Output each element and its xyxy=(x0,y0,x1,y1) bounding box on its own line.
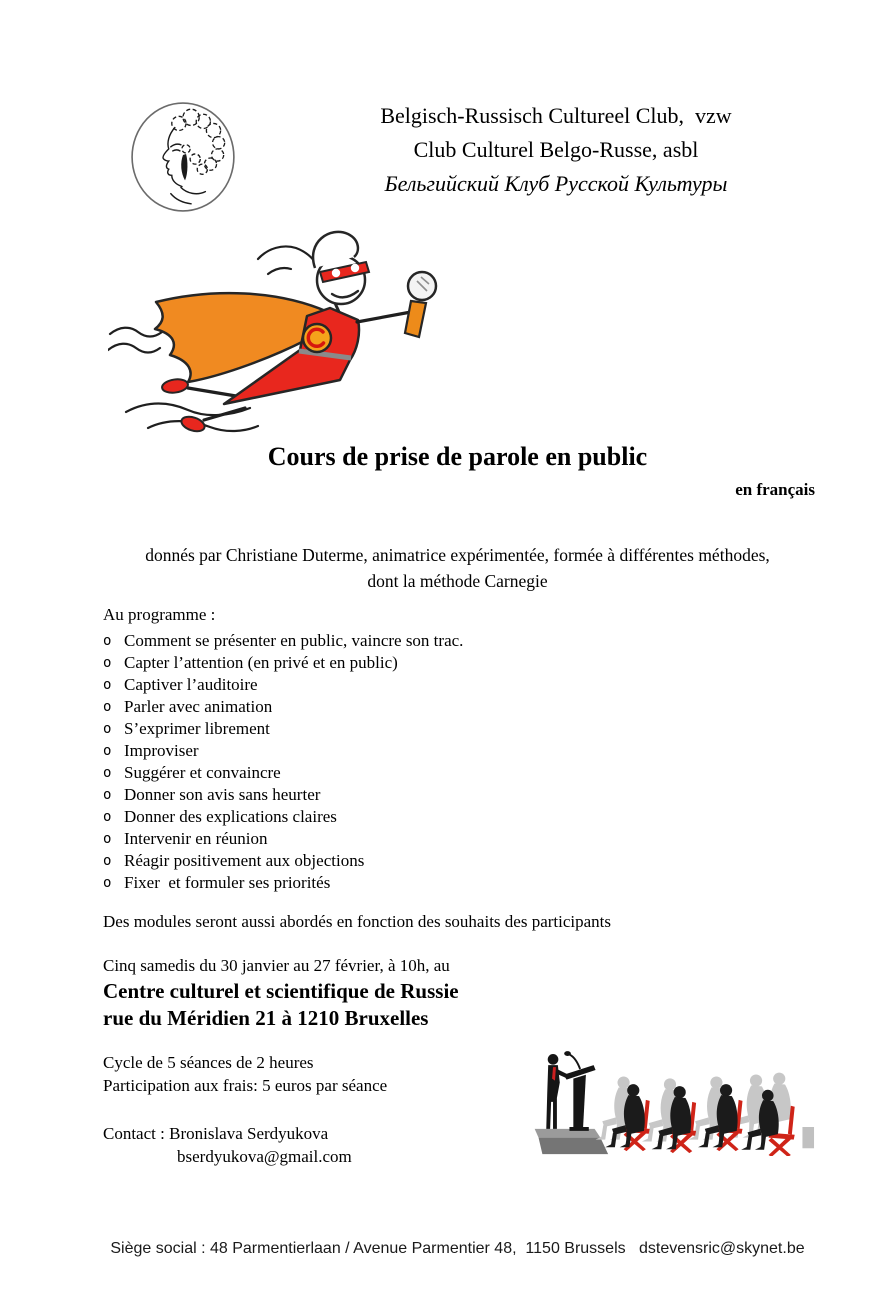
program-item xyxy=(103,740,463,762)
superhero-speaker-illustration xyxy=(108,222,460,448)
program-heading: Au programme : xyxy=(103,605,216,624)
org-name-french: Club Culturel Belgo-Russe, asbl xyxy=(413,137,699,162)
legs xyxy=(188,388,245,420)
footer-address: Siège social : 48 Parmentierlaan / Avenue Parmentier 48, 1150 Brussels dstevensric@skynet.be xyxy=(110,1240,805,1257)
list-bullet: o xyxy=(103,875,112,891)
program-item-text: Captiver l’auditoire xyxy=(124,675,258,694)
contact-email: bserdyukova@gmail.com xyxy=(177,1147,352,1166)
program-item-text: Parler avec animation xyxy=(124,697,273,716)
program-list xyxy=(103,630,463,894)
program-item-text: Fixer et formuler ses priorités xyxy=(124,873,331,892)
list-bullet: o xyxy=(103,787,112,803)
org-name-dutch: Belgisch-Russisch Cultureel Club, vzw xyxy=(380,103,732,128)
course-title: Cours de prise de parole en public xyxy=(267,442,648,471)
venue-address: rue du Méridien 21 à 1210 Bruxelles xyxy=(103,1006,429,1030)
side-stool xyxy=(802,1127,814,1148)
program-item xyxy=(103,718,463,740)
program-item-text: Donner des explications claires xyxy=(124,807,337,826)
list-bullet: o xyxy=(103,743,112,759)
program-item xyxy=(103,806,463,828)
program-item-text: S’exprimer librement xyxy=(124,719,270,738)
program-item-text: Intervenir en réunion xyxy=(124,829,268,848)
podium xyxy=(564,1065,596,1131)
arm xyxy=(357,312,411,322)
program-item xyxy=(103,630,463,652)
fee-info: Participation aux frais: 5 euros par séance xyxy=(103,1076,388,1095)
program-item xyxy=(103,696,463,718)
list-bullet: o xyxy=(103,699,112,715)
list-bullet: o xyxy=(103,721,112,737)
instructor-intro xyxy=(60,542,855,594)
program-item-text: Donner son avis sans heurter xyxy=(124,785,321,804)
program-item-text: Réagir positivement aux objections xyxy=(124,851,365,870)
program-item-text: Comment se présenter en public, vaincre son trac. xyxy=(124,631,464,650)
platform-top xyxy=(535,1129,601,1138)
speaker-silhouette xyxy=(546,1054,568,1129)
program-item xyxy=(103,850,463,872)
pushkin-portrait-sketch xyxy=(128,100,240,214)
program-item xyxy=(103,872,463,894)
list-bullet: o xyxy=(103,633,112,649)
list-bullet: o xyxy=(103,655,112,671)
program-item xyxy=(103,762,463,784)
program-item xyxy=(103,784,463,806)
platform-front xyxy=(539,1138,609,1154)
venue-name: Centre culturel et scientifique de Russie xyxy=(103,979,459,1003)
program-item xyxy=(103,674,463,696)
contact-name: Contact : Bronislava Serdyukova xyxy=(103,1124,329,1143)
program-item xyxy=(103,828,463,850)
list-bullet: o xyxy=(103,809,112,825)
list-bullet: o xyxy=(103,677,112,693)
program-item xyxy=(103,652,463,674)
program-item-text: Improviser xyxy=(124,741,199,760)
microphone-handle-icon xyxy=(405,301,426,337)
club-logo-pushkin-icon xyxy=(128,100,240,214)
schedule-intro: Cinq samedis du 30 janvier au 27 février, à 10h, au xyxy=(103,956,450,975)
modules-note: Des modules seront aussi abordés en fonction des souhaits des participants xyxy=(103,912,612,931)
program-item-text: Capter l’attention (en privé et en public) xyxy=(124,653,398,672)
org-header xyxy=(300,99,812,201)
program-item-text: Suggérer et convaincre xyxy=(124,763,281,782)
list-bullet: o xyxy=(103,853,112,869)
list-bullet: o xyxy=(103,831,112,847)
org-name-russian: Бельгийский Клуб Русской Культуры xyxy=(384,171,728,196)
list-bullet: o xyxy=(103,765,112,781)
instructor-intro-line2: dont la méthode Carnegie xyxy=(367,571,548,591)
instructor-intro-line1: donnés par Christiane Duterme, animatrice expérimentée, formée à différentes méthodes, xyxy=(145,545,770,565)
cycle-info: Cycle de 5 séances de 2 heures xyxy=(103,1053,314,1072)
shoe-icon xyxy=(161,378,189,394)
shoe-icon xyxy=(180,414,207,434)
speaker-audience-illustration xyxy=(525,1040,815,1156)
podium-microphone-icon xyxy=(569,1055,580,1070)
language-note: en français xyxy=(735,480,815,499)
